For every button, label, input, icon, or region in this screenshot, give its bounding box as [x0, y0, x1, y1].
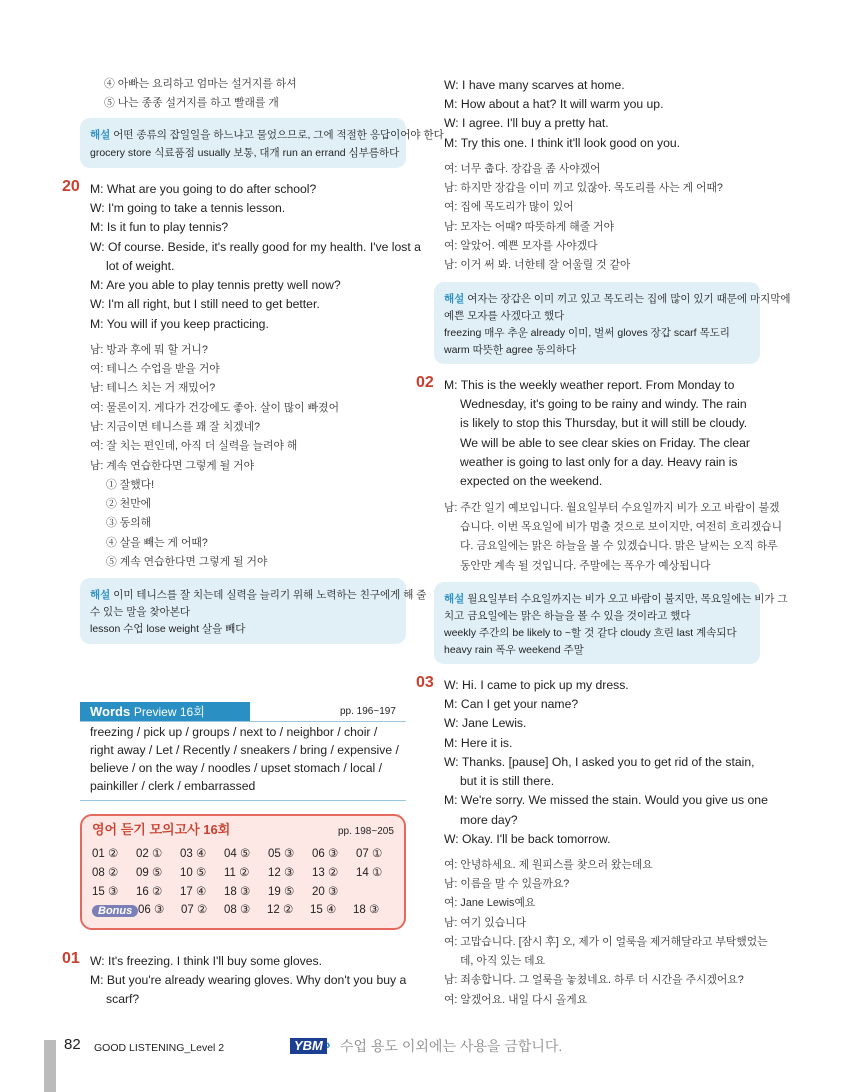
dialogue-line: M: You will if you keep practicing.: [90, 317, 269, 331]
explanation-box: [434, 282, 791, 364]
choice: ① 잘했다!: [106, 479, 155, 491]
answer-key-box: [80, 814, 406, 930]
translation-line: 여: 알겠어요. 내일 다시 올게요: [444, 994, 588, 1006]
dialogue-line: M: But you're already wearing gloves. Why don't you buy a: [90, 973, 407, 987]
dialogue-line: W: Thanks. [pause] Oh, I asked you to get rid of the stain,: [444, 755, 755, 769]
dialogue-line: M: Here it is.: [444, 736, 513, 750]
dialogue-line: W: I'm all right, but I still need to get better.: [90, 297, 320, 311]
translation-line: 남: 모자는 어때? 따뜻하게 해줄 거야: [444, 221, 615, 233]
explanation-box: [80, 578, 427, 644]
explanation-box: [434, 582, 788, 664]
words-line: right away / Let / Recently / sneakers / bring / expensive /: [90, 743, 399, 757]
translation-line: 남: 계속 연습한다면 그렇게 될 거야: [90, 460, 255, 472]
choice: ④ 살을 빼는 게 어때?: [106, 537, 208, 549]
monologue-line: Wednesday, it's going to be rainy and windy. The rain: [460, 397, 747, 411]
dialogue-line: W: I agree. I'll buy a pretty hat.: [444, 116, 609, 130]
translation-line: 여: 테니스 수업을 받을 거야: [90, 363, 220, 375]
words-line: believe / on the way / noodles / upset stomach / local /: [90, 761, 382, 775]
vocab-line: lesson 수업 lose weight 살을 빼다: [90, 623, 246, 635]
answer-cell: 04 ⑤: [224, 848, 251, 860]
vocab-line: heavy rain 폭우 weekend 주말: [444, 644, 584, 656]
dialogue-line: W: Jane Lewis.: [444, 716, 527, 730]
answer-cell: 02 ①: [136, 848, 163, 860]
bonus-answer-cell: 15 ④: [310, 904, 337, 916]
translation-line: 여: 집에 목도리가 많이 있어: [444, 201, 574, 213]
dialogue-line: but it is still there.: [460, 774, 555, 788]
answer-cell: 01 ②: [92, 848, 119, 860]
answer-cell: 10 ⑤: [180, 867, 207, 879]
words-subtitle: Preview 16회: [133, 705, 205, 719]
words-line: painkiller / clerk / embarrassed: [90, 779, 256, 793]
vocab-line: freezing 매우 추운 already 이미, 벌써 gloves 장갑 scarf 목도리: [444, 327, 730, 339]
answer-cell: 15 ③: [92, 886, 119, 898]
dialogue-line: M: Is it fun to play tennis?: [90, 220, 229, 234]
dialogue-line: M: Can I get your name?: [444, 697, 579, 711]
bonus-answer-cell: 06 ③: [138, 904, 165, 916]
dialogue-line: M: Are you able to play tennis pretty well now?: [90, 278, 341, 292]
explanation-text: 월요일부터 수요일까지는 비가 오고 바람이 불지만, 목요일에는 비가 그: [467, 593, 788, 605]
answer-key-pages: pp. 198~205: [338, 826, 394, 837]
translation-line: 다. 금요일에는 맑은 하늘을 볼 수 있겠습니다. 맑은 날씨는 오직 하루: [460, 540, 778, 552]
translation-line: 여: Jane Lewis예요: [444, 897, 536, 909]
answer-cell: 06 ③: [312, 848, 339, 860]
chevron-right-icon: ›: [326, 1036, 331, 1052]
translation-line: 습니다. 이번 목요일에 비가 멈출 것으로 보이지만, 여전히 흐리겠습니: [460, 521, 783, 533]
translation-line: 여: 물론이지. 게다가 건강에도 좋아. 살이 많이 빠졌어: [90, 402, 340, 414]
page-number: 82: [64, 1036, 81, 1053]
bonus-answer-cell: 08 ③: [224, 904, 251, 916]
question-number: 03: [416, 674, 434, 691]
dialogue-line: W: Of course. Beside, it's really good for my health. I've lost a: [90, 240, 421, 254]
translation-line: 여: 알았어. 예쁜 모자를 사야겠다: [444, 240, 598, 252]
translation-line: 남: 여기 있습니다: [444, 917, 527, 929]
bonus-answer-cell: 18 ③: [353, 904, 380, 916]
answer-key-title: 영어 듣기 모의고사 16회: [92, 822, 231, 837]
haeseol-label: 해설: [90, 129, 111, 141]
dialogue-line: W: Okay. I'll be back tomorrow.: [444, 832, 611, 846]
footer-bar: [44, 1040, 56, 1092]
translation-line: 여: 잘 치는 편인데, 아직 더 실력을 늘려야 해: [90, 440, 298, 452]
monologue-line: weather is going to last only for a day. Heavy rain is: [460, 455, 738, 469]
explanation-box: [80, 118, 444, 168]
haeseol-label: 해설: [444, 293, 465, 305]
dialogue-line: W: Hi. I came to pick up my dress.: [444, 678, 629, 692]
explanation-text: 어떤 종류의 잡일일을 하느냐고 물었으므로, 그에 적절한 응답이어야 한다: [113, 129, 444, 141]
dialogue-line: M: We're sorry. We missed the stain. Would you give us one: [444, 793, 768, 807]
words-title: Words: [90, 704, 131, 719]
translation-line: 남: 테니스 치는 거 재밌어?: [90, 382, 216, 394]
dialogue-line: M: Try this one. I think it'll look good on you.: [444, 136, 681, 150]
translation-line: 남: 이름을 말 수 있을까요?: [444, 878, 570, 890]
bonus-badge: Bonus: [92, 905, 138, 917]
dialogue-line: more day?: [460, 813, 518, 827]
translation-line: 남: 하지만 장갑을 이미 끼고 있잖아. 목도리를 사는 게 어때?: [444, 182, 723, 194]
question-number: 02: [416, 374, 434, 391]
answer-cell: 08 ②: [92, 867, 119, 879]
bonus-answer-cell: 12 ②: [267, 904, 294, 916]
dialogue-line: W: I'm going to take a tennis lesson.: [90, 201, 286, 215]
dialogue-line: W: I have many scarves at home.: [444, 78, 625, 92]
dialogue-line: W: It's freezing. I think I'll buy some gloves.: [90, 954, 323, 968]
vocab-line: warm 따뜻한 agree 동의하다: [444, 344, 577, 356]
bonus-row: [92, 902, 138, 919]
translation-line: 남: 지금이면 테니스를 꽤 잘 치겠네?: [90, 421, 261, 433]
option-4: ④ 아빠는 요리하고 엄마는 설거지를 하셔: [104, 78, 297, 90]
explanation-text: 여자는 장갑은 이미 끼고 있고 목도리는 집에 많이 있기 때문에 마지막에: [467, 293, 791, 305]
dialogue-line: M: What are you going to do after school?: [90, 182, 317, 196]
question-number: 20: [62, 178, 80, 195]
answer-cell: 03 ④: [180, 848, 207, 860]
ybm-logo: YBM: [290, 1038, 327, 1054]
translation-line: 남: 방과 후에 뭐 할 거니?: [90, 344, 208, 356]
monologue-line: We will be able to see clear skies on Friday. The clear: [460, 436, 750, 450]
answer-cell: 17 ④: [180, 886, 207, 898]
answer-cell: 16 ②: [136, 886, 163, 898]
dialogue-line: M: How about a hat? It will warm you up.: [444, 97, 664, 111]
words-pages: pp. 196~197: [340, 706, 396, 717]
explanation-text: 수 있는 말을 찾아본다: [90, 606, 191, 618]
dialogue-line: scarf?: [106, 992, 140, 1006]
question-number: 01: [62, 950, 80, 967]
translation-line: 여: 고맙습니다. [잠시 후] 오, 제가 이 얼룩을 제거해달라고 부탁했었는: [444, 936, 768, 948]
bonus-answer-cell: 07 ②: [181, 904, 208, 916]
explanation-text: 치고 금요일에는 맑은 하늘을 볼 수 있을 것이라고 했다: [444, 610, 691, 622]
words-preview-header: [80, 702, 250, 722]
translation-line: 여: 너무 춥다. 장갑을 좀 사야겠어: [444, 163, 601, 175]
haeseol-label: 해설: [444, 593, 465, 605]
series-name: GOOD LISTENING_Level 2: [94, 1042, 225, 1054]
answer-cell: 14 ①: [356, 867, 383, 879]
monologue-line: is likely to stop this Thursday, but it will still be cloudy.: [460, 416, 748, 430]
answer-cell: 19 ⑤: [268, 886, 295, 898]
vocab-line: weekly 주간의 be likely to ~할 것 같다 cloudy 흐린 last 계속되다: [444, 627, 737, 639]
explanation-text: 이미 테니스를 잘 치는데 실력을 늘리기 위해 노력하는 친구에게 해 줄: [113, 589, 427, 601]
answer-cell: 11 ②: [224, 867, 250, 879]
haeseol-label: 해설: [90, 589, 111, 601]
translation-line: 남: 죄송합니다. 그 얼룩을 놓쳤네요. 하루 더 시간을 주시겠어요?: [444, 974, 744, 986]
translation-line: 남: 이거 써 봐. 너한테 잘 어울릴 것 같아: [444, 259, 631, 271]
monologue-line: M: This is the weekly weather report. From Monday to: [444, 378, 735, 392]
answer-cell: 18 ③: [224, 886, 251, 898]
translation-line: 동안만 계속 될 것입니다. 주말에는 폭우가 예상됩니다: [460, 560, 711, 572]
vocab-line: grocery store 식료품점 usually 보통, 대개 run an errand 심부름하다: [90, 147, 400, 159]
choice: ② 천만에: [106, 498, 152, 510]
choice: ⑤ 계속 연습한다면 그렇게 될 거야: [106, 556, 268, 568]
answer-cell: 13 ②: [312, 867, 339, 879]
choice: ③ 동의해: [106, 517, 152, 529]
translation-line: 여: 안녕하세요. 제 원피스를 찾으러 왔는데요: [444, 859, 653, 871]
usage-notice: 수업 용도 이외에는 사용을 금합니다.: [340, 1038, 563, 1054]
words-line: freezing / pick up / groups / next to / neighbor / choir /: [90, 725, 378, 739]
explanation-text: 예쁜 모자를 사겠다고 했다: [444, 310, 565, 322]
answer-cell: 07 ①: [356, 848, 383, 860]
words-preview: [80, 702, 406, 801]
answer-cell: 12 ③: [268, 867, 295, 879]
answer-cell: 09 ⑤: [136, 867, 163, 879]
monologue-line: expected on the weekend.: [460, 474, 603, 488]
translation-line: 데, 아직 있는 데요: [460, 955, 546, 967]
translation-line: 남: 주간 일기 예보입니다. 월요일부터 수요일까지 비가 오고 바람이 불겠: [444, 502, 780, 514]
answer-cell: 20 ③: [312, 886, 339, 898]
answer-cell: 05 ③: [268, 848, 295, 860]
option-5: ⑤ 나는 종종 설거지를 하고 빨래를 개: [104, 97, 279, 109]
dialogue-line: lot of weight.: [106, 259, 175, 273]
